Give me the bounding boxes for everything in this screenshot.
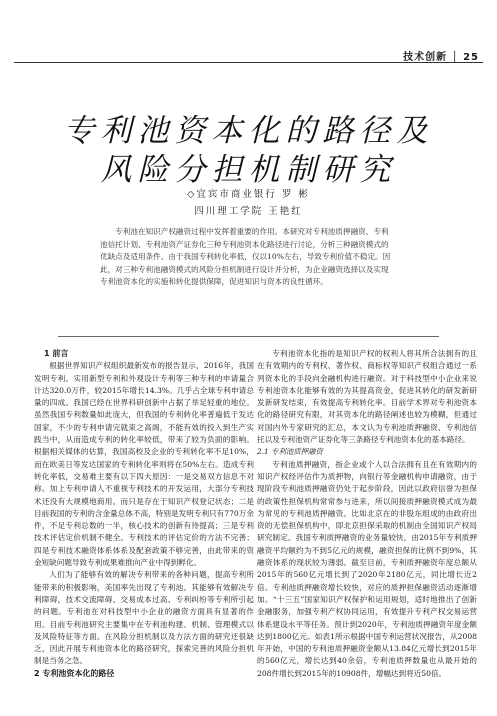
header-text: 技术创新 │ 25 [403, 52, 479, 63]
page-header [14, 48, 483, 62]
section1-heading: 1 前言 [44, 349, 69, 358]
abstract: 专利池在知识产权融资过程中发挥着重要的作用。本研究对专利池质押融资、专利池信托计划、专利池资产证券化三种专利池资本化路径进行讨论，分析三种融资模式的优缺点及适用条件。由于我国专利转化率低，仅以10%左右，导致专利价值不稳定。因此，对三种专利池融资模式的风险分担机制进行设计并分析，为企业融资选择以及实现专利池资本化的实施和转化提供保障，促进知识与资本的良性循环。 [100, 227, 391, 287]
section-divider [58, 336, 439, 337]
left-paragraph-1: 根据世界知识产权组织最新发布的报告显示，2016年，我国发明专利、实用新型专利和外观设计专利等三种专利的申请量合计达320.0万件，较2015年增长14.3%。几乎占全球专利申请总量的四成。我国已经在世界科研创新中占据了举足轻重的地位。虽然我国专利数量如此庞大，但我国的专利转化率普遍低于发达国家，不少的专利申请完就束之高阁，不能有效的投入到生产实践当中，从而造成专利的转化率较低，带来了较为负面的影响。根据相关媒体的估算，我国高校及企业的专利转化率不足10%，而在欧美日等发达国家的专利转化率则将在50%左右。造成专利转化率低，交易难主要有以下四大原因：一是交易双方信息不对称。加上专利申请人不重视专利技术的开发运用，大部分专利技术还没有大规模地商用。而只是存在于知识产权登记状态；二是目前我国的专利的含金量总体不高，特别是发明专利只有770万余件，不足专利总数的一半，核心技术的创新有待提高；三是专利技术评估定价机制不健全。专利技术的评估定价的方法不完善；四是专利技术融资体系体系及配套政策不够完善，由此带来的资金短缺问题导致专利成果难推向产业中得到孵化。 [34, 361, 254, 568]
section2-heading: 2 专利池资本化的路径 [34, 668, 115, 678]
left-paragraph-2: 人们为了能够有效的解决专利带来的各种问题，提高专利所能带来的积极影响，美国率先出现了专利池。其能够有效解决专利障碍，技术交流障碍、交易成本过高、专利纠纷等专利所引起的问题。专利池在对科技型中小企业的融资方面具有显著的作用。目前专利池研究主要集中在专利池构建、机制、管理模式以及风险特征等方面。在风险分担机制以及方法方面的研究还很缺乏，因此开展专利池资本化的路径研究，探索完善的风险分担机制是当务之急。 [34, 570, 254, 666]
header-rule [14, 62, 483, 63]
right-paragraph-1: 专利池资本化指的是知识产权的权利人将其所合法拥有的且在有效期内的专利权、著作权、商标权等知识产权组合通过一系列资本化的手段向金融机构进行融资。对于科技型中小企业来说专利池资本化能够有效的为其提高资金，促进其转化的研发新研发新研发结束，有效提高专利转化率。目前学术界对专利池资本化的路径研究有限，对其资本化的路径阐述也较为模糊，但通过对国内外专家研究的汇总，本文认为专利池质押融资、专利池信托以及专利池资产证券化等三条路径专利池资本化的基本路径。 [257, 349, 477, 445]
right-paragraph-2: 专利池质押融资，指企业或个人以合法拥有且在有效期内的知识产权经评估作为质押物，向银行等金融机构申请融资，由于现阶段专利池质押融资仍处于起步阶段，因此以政府信誉为担保的政策性担保机构常常参与进来，所以间接质押融资模式成为最为常见的专利池质押融资。比如北京在的非股东组成的由政府出资的无偿担保机构中，即北京担保采取的机制由全国知识产权局研究制定。我国专利质押融资的业务量较快，由2015年专利质押融资平均额约为不到5亿元的规模，融资担保的比例不到9%，其融资体系的现状较为薄弱。截至目前，专利质押融资年度总额从2015年的560亿元增长到了2020年2180亿元，同比增长近2倍。专利池质押融资增长较快，对应的质押担保融资活动逐渐增加。“十三五”国家知识产权保护和运用规划，适时地推出了创新金融服务，加强专利产权协同运用，有效提升专利产权交易运营体系建设水平等任务。预计到2020年，专利池质押融资年度金额达到1800亿元。如表1所示根据中国专利运营状况报告，从2008年开始，中国的专利池质押融资金额从13.84亿元增长到2015年的560亿元，增长达到40余倍，专利池质押数量也从最开始的208件增长到2015年的10908件，增幅达到将近50倍。 [257, 459, 477, 678]
left-column [34, 348, 254, 680]
right-column [257, 348, 477, 680]
author-line2: 四川理工学院 王艳红 [194, 206, 303, 217]
article-title-line2: 风险分担机制研究 [100, 152, 397, 188]
author-line1: ◇宜宾市商业银行 罗 彬 [187, 189, 310, 200]
article-title-line1: 专利池资本化的路径及 [63, 113, 434, 149]
subsection-heading: 2.1 专利池质押融资 [257, 447, 323, 457]
